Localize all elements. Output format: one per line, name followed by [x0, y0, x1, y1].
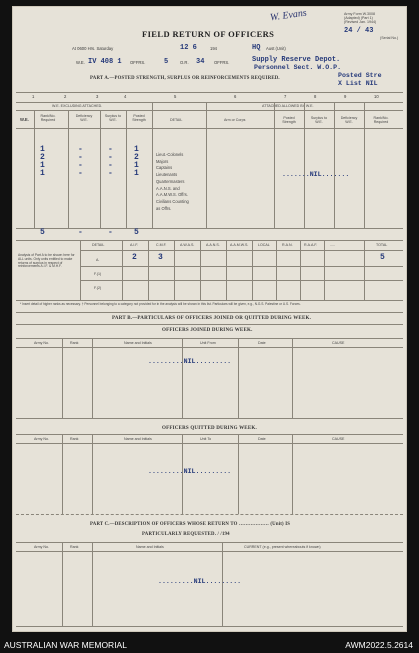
col-ran: R.A.N.	[282, 243, 293, 247]
col-we-values: 1 2 1 1	[40, 145, 45, 178]
footer-accession: AWM2022.5.2614	[345, 640, 413, 650]
joined-col-cause: CAUSE	[332, 341, 345, 345]
partc-col-rank: Rank	[70, 545, 79, 549]
detail-hdr: DETAIL	[92, 243, 105, 247]
col-local: LOCAL	[258, 243, 270, 247]
serial-number: 24 / 43	[344, 27, 374, 35]
col-awas: A.W.A.S.	[180, 243, 195, 247]
part-b-heading: PART B.—PARTICULARS OF OFFICERS JOINED OR QUITTED DURING WEEK.	[112, 316, 312, 321]
col-blank: .....	[330, 243, 335, 247]
quitted-col-date: Date	[258, 437, 266, 441]
quitted-col-rank: Rank	[70, 437, 79, 441]
col-sur-values: - - - -	[108, 145, 113, 178]
we-typed: IV 408 1	[88, 58, 122, 66]
col-aamws: A.A.M.W.S.	[230, 243, 249, 247]
col-posted-values: 1 2 1 1	[134, 145, 139, 178]
colnum-9: 9	[344, 94, 347, 99]
or-label: O.R.	[180, 60, 189, 65]
col-def-values: - - - -	[78, 145, 83, 178]
colnum-7: 7	[284, 94, 287, 99]
quitted-col-unit-to: Unit To	[200, 437, 212, 441]
col-total: TOTAL	[376, 243, 388, 247]
part-a-footnote: * Insert detail of higher ranks as necessary. † Personnel belonging to a category not provided for in the analysis will be shown in this list. Particulars will be given, e.g., N.G.S. Palestine or U.S. Forces.	[20, 302, 301, 306]
partc-col-current: CURRENT (e.g., present whereabouts if known)	[244, 545, 321, 549]
total-def: -	[78, 228, 83, 237]
quitted-nil: .........NIL.........	[148, 468, 232, 475]
total-sur: -	[108, 228, 113, 237]
quitted-col-cause: CAUSE	[332, 437, 345, 441]
offrs-label: OFFRS.	[130, 60, 146, 65]
part-c-heading: PART C.—DESCRIPTION OF OFFICERS WHOSE RETURN TO ……………… (Unit) IS	[90, 522, 291, 527]
hdr-attached-surplus: Surplus to W.E.	[310, 116, 328, 125]
hdr-deficiency: Deficiency W.E.	[75, 114, 93, 123]
colnum-2: 2	[64, 94, 67, 99]
attached-nil: .......NIL.......	[282, 171, 350, 178]
partc-col-army-no: Army No.	[34, 545, 49, 549]
serial-label: (Serial No.)	[380, 36, 399, 40]
hdr-detail: DETAIL	[170, 118, 183, 122]
joined-col-army-no: Army No.	[34, 341, 49, 345]
part-c-subheading: PARTICULARLY REQUESTED. / /194	[142, 532, 230, 537]
personnel-typed: Personnel Sect. W.O.P.	[254, 64, 342, 71]
year-prefix: 194	[210, 46, 217, 51]
colnum-10: 10	[374, 94, 379, 99]
colnum-6: 6	[234, 94, 237, 99]
we-excl-header: W.E. EXCLUDING ATTACHED.	[52, 104, 103, 108]
row-a-label: A.	[96, 258, 100, 262]
total-we: 5	[40, 228, 45, 237]
a-aif-value: 2	[132, 253, 137, 262]
partc-nil: .........NIL.........	[158, 578, 242, 585]
col-aans: A.A.N.S.	[206, 243, 220, 247]
colnum-1: 1	[32, 94, 35, 99]
detail-list: Lieut.-Colonels Majors Captains Lieutenants Quartermasters A.A.N.S. and A.A.M.W.S. Offrs. Civilians Counting as Offrs.	[156, 152, 189, 211]
a-total-value: 5	[380, 253, 385, 262]
quitted-col-name: Name and Initials	[124, 437, 152, 441]
row-f1-label: F.(1)	[94, 272, 102, 276]
col-raaf: R.A.A.F.	[304, 243, 318, 247]
form-sheet	[12, 6, 407, 632]
total-posted: 5	[134, 228, 139, 237]
we-label: W.E.	[76, 60, 85, 65]
quitted-heading: OFFICERS QUITTED DURING WEEK.	[162, 426, 257, 431]
hdr-surplus: Surplus to W.E.	[104, 114, 122, 123]
form-title: FIELD RETURN OF OFFICERS	[142, 29, 275, 39]
col-cmf: C.M.F.	[156, 243, 167, 247]
colnum-3: 3	[96, 94, 99, 99]
hdr-arm-corps: Arm or Corps	[224, 118, 246, 122]
joined-nil: .........NIL.........	[148, 358, 232, 365]
attached-header: ATTACHED ALLOWED BY W.E.	[262, 104, 314, 108]
posted-typed: Posted Stre	[338, 72, 382, 79]
signature: W. Evans	[269, 7, 308, 24]
unit-name-typed: Supply Reserve Depot.	[252, 56, 341, 64]
xlist-typed: X List NIL	[338, 80, 378, 87]
at-line: At 0600 Hrs. Saturday	[72, 46, 114, 51]
row-f2-label: F.(2)	[94, 286, 102, 290]
joined-col-rank: Rank	[70, 341, 79, 345]
colnum-5: 5	[174, 94, 177, 99]
colnum-8: 8	[314, 94, 317, 99]
hdr-attached-rank: Rank/No. Required	[373, 116, 389, 125]
hdr-we: W.E.	[20, 117, 29, 122]
quitted-col-army-no: Army No.	[34, 437, 49, 441]
date-typed: 12 6	[180, 44, 197, 52]
part-a-heading: PART A.—POSTED STRENGTH, SURPLUS OR REINFORCEMENTS REQUIRED.	[90, 76, 280, 81]
partc-col-name: Name and Initials	[136, 545, 164, 549]
hdr-attached-posted: Posted Strength	[282, 116, 296, 125]
or-typed: 34	[196, 58, 205, 66]
a-cmf-value: 3	[158, 253, 163, 262]
col-aif: A.I.F.	[130, 243, 139, 247]
joined-col-name: Name and Initials	[124, 341, 152, 345]
joined-col-unit-from: Unit From	[200, 341, 216, 345]
offrs-typed: 5	[164, 58, 169, 66]
colnum-4: 4	[124, 94, 127, 99]
unit-typed: HQ	[252, 44, 261, 52]
hdr-attached-deficiency: Deficiency W.E.	[340, 116, 358, 125]
unit-suffix: Aust (Unit)	[266, 46, 286, 51]
joined-col-date: Date	[258, 341, 266, 345]
offrs2-label: OFFRS.	[214, 60, 230, 65]
hdr-posted: Posted Strength	[132, 114, 146, 123]
hdr-rank-required: Rank/No. Required	[40, 114, 56, 123]
analysis-note: Analysis of Part A to be shown here for ALL units. Only units entitled to make returns of surplus in respect of reinforcements A.I.F. & M.H.F.	[18, 253, 75, 269]
footer-institution: AUSTRALIAN WAR MEMORIAL	[4, 640, 127, 650]
joined-heading: OFFICERS JOINED DURING WEEK.	[162, 328, 253, 333]
form-id-block: Army Form W.3008 (Adapted) (Part 1) (Revised Jan. 1944)	[344, 12, 377, 25]
